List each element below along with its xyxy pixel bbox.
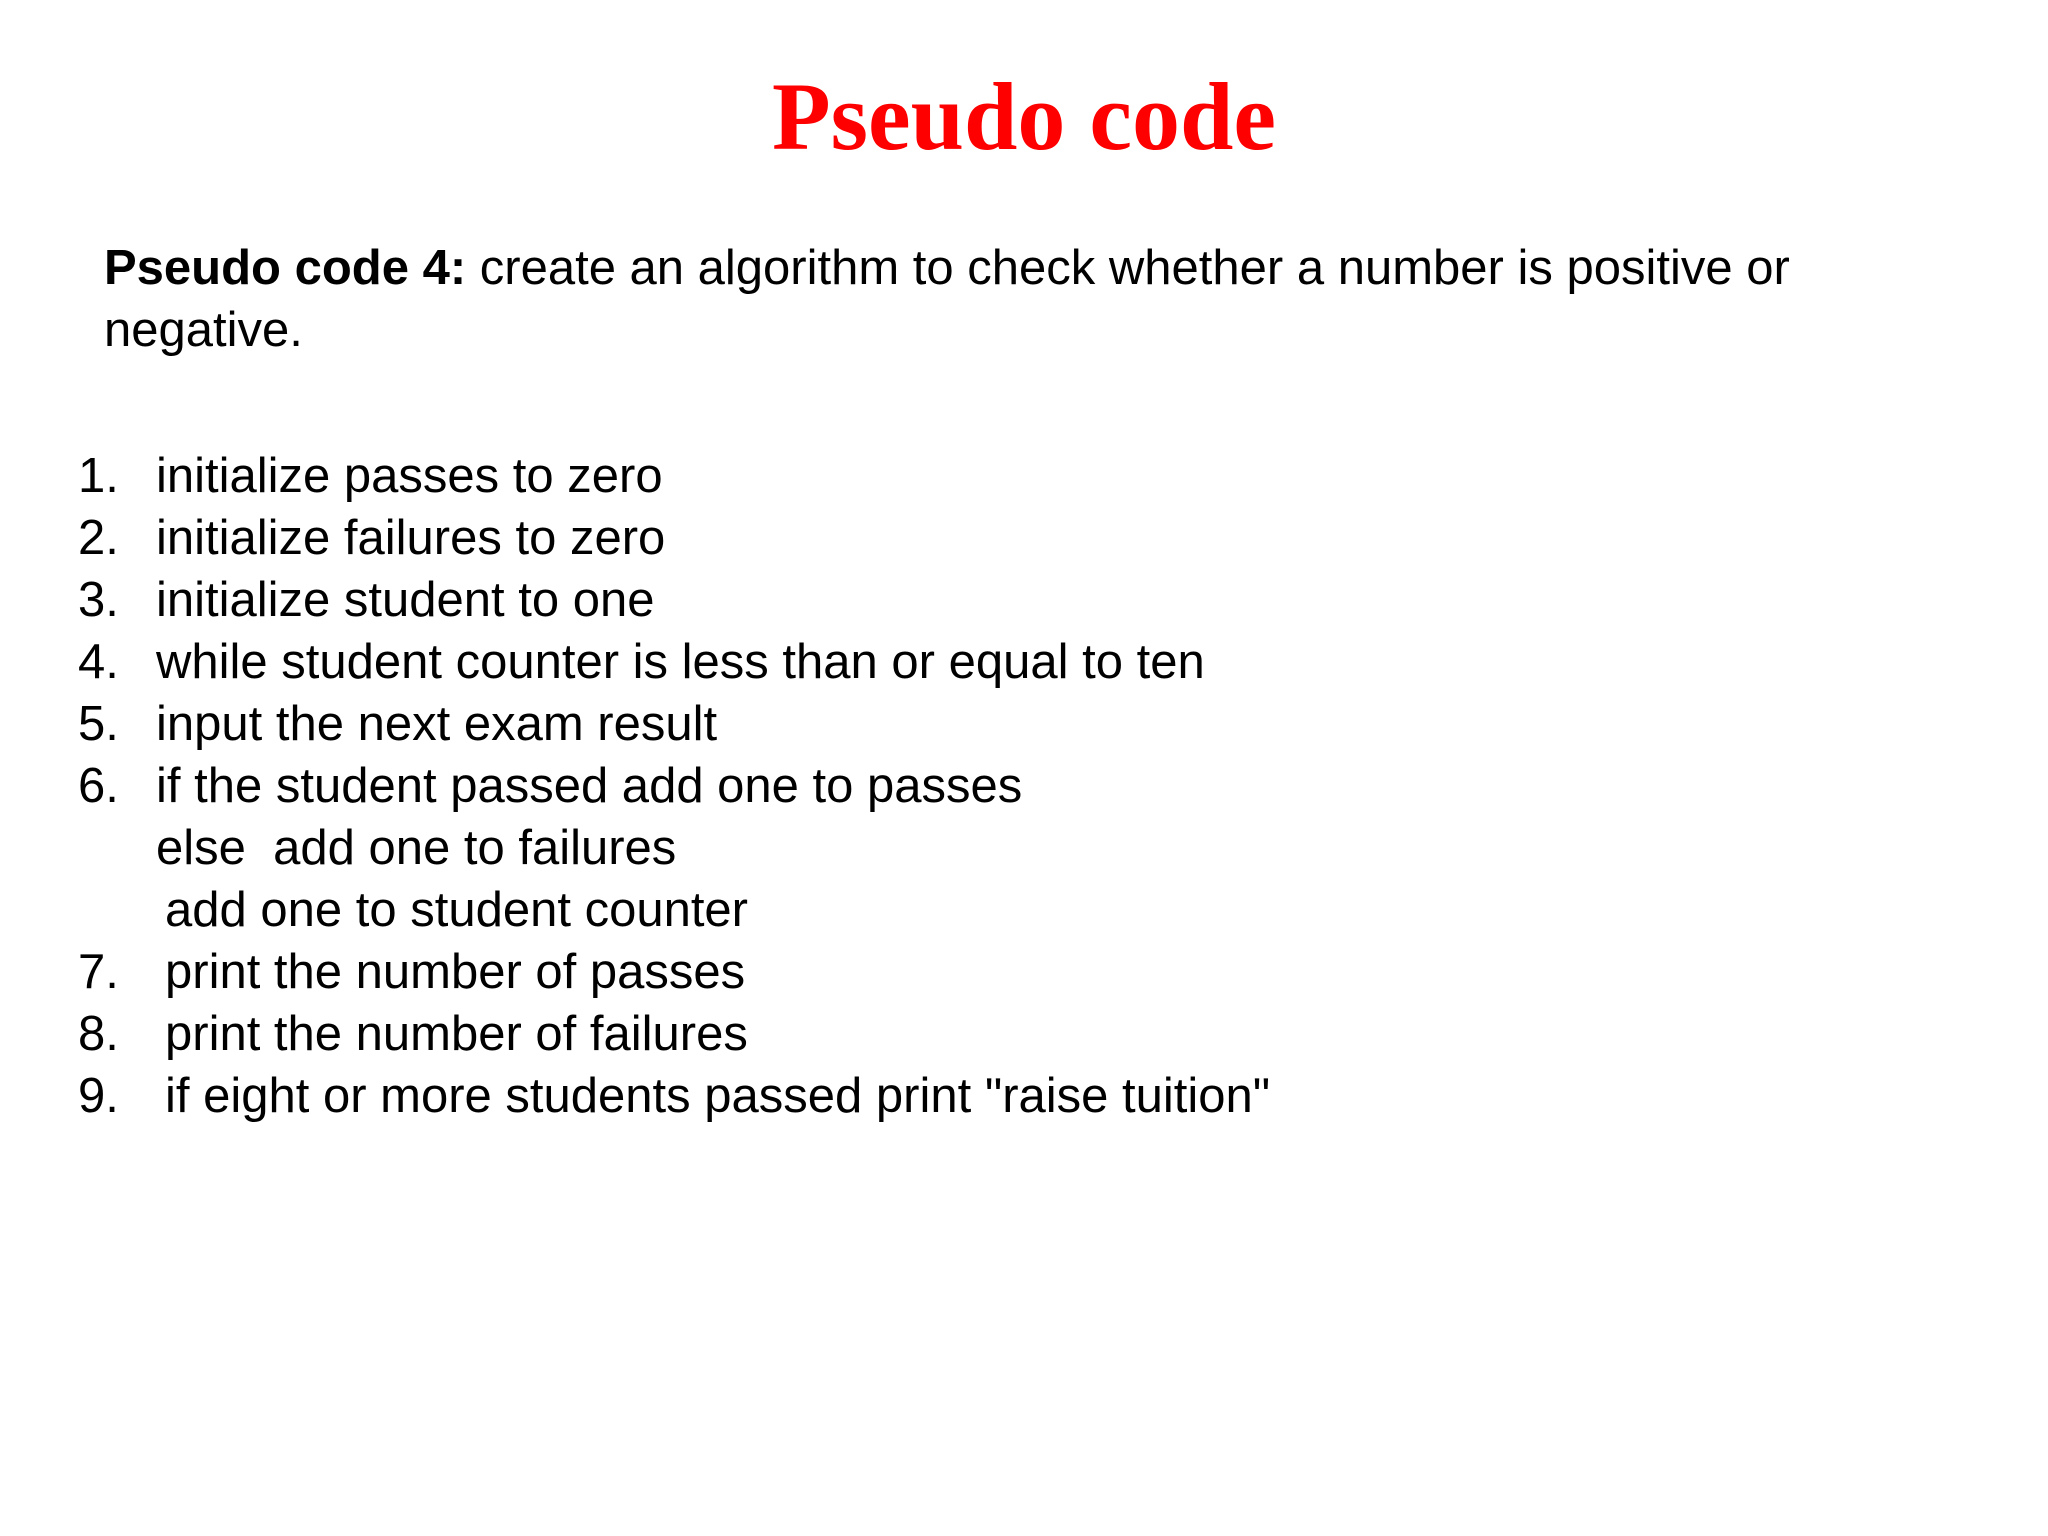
intro-paragraph xyxy=(104,237,1924,361)
step-text: add one to student counter xyxy=(165,883,748,937)
step-number: 4. xyxy=(78,635,119,689)
step-number: 9. xyxy=(78,1069,119,1123)
step-text: input the next exam result xyxy=(156,697,718,751)
step-text: print the number of passes xyxy=(165,945,746,999)
step-text: if the student passed add one to passes xyxy=(156,759,1023,813)
step-text: else add one to failures xyxy=(156,821,677,875)
intro-label: Pseudo code 4: xyxy=(104,241,467,295)
step-text: if eight or more students passed print "raise tuition" xyxy=(165,1069,1271,1123)
step-number: 5. xyxy=(78,697,119,751)
step-number: 7. xyxy=(78,945,119,999)
step-number: 8. xyxy=(78,1007,119,1061)
step-text: initialize student to one xyxy=(156,573,655,627)
step-number: 3. xyxy=(78,573,119,627)
step-text: initialize failures to zero xyxy=(156,511,666,565)
step-number: 6. xyxy=(78,759,119,813)
intro-text: create an algorithm to check whether a number is positive or negative. xyxy=(104,241,1790,357)
step-number: 2. xyxy=(78,511,119,565)
slide-title: Pseudo code xyxy=(772,63,1276,170)
step-text: initialize passes to zero xyxy=(156,449,663,503)
step-number: 1. xyxy=(78,449,119,503)
step-text: while student counter is less than or equal to ten xyxy=(156,635,1205,689)
step-text: print the number of failures xyxy=(165,1007,748,1061)
